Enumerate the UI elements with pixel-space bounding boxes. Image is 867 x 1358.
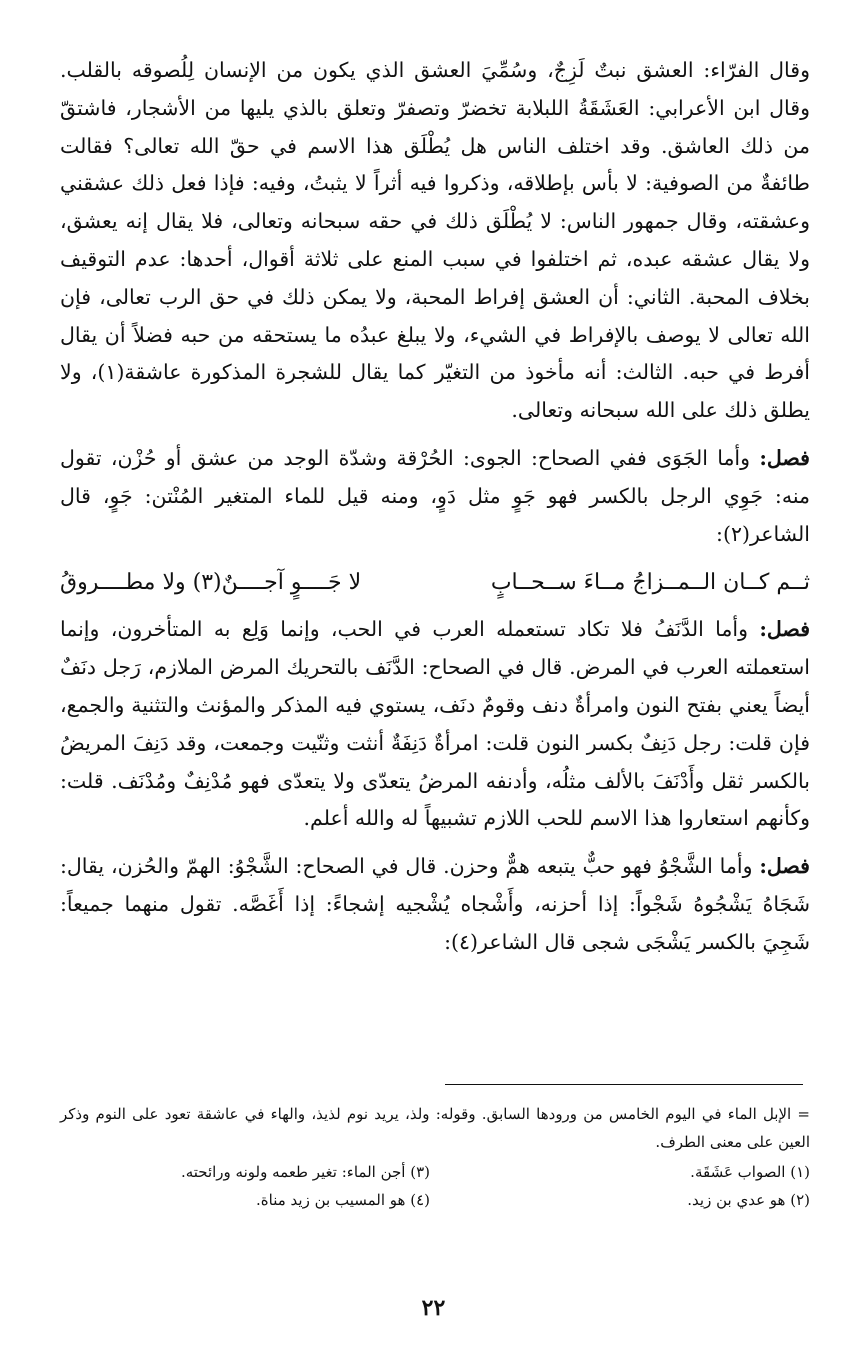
footnotes — [60, 1100, 810, 1214]
footnote-divider — [445, 1084, 803, 1085]
footnote-4: (٤) هو المسيب بن زيد مناة. — [256, 1191, 430, 1209]
section-lead: فصل: — [759, 617, 810, 642]
paragraph-text: وأما الجَوَى ففي الصحاح: الجوى: الحُرْقة وشدّة الوجد من عشق أو حُزْن، تقول منه: جَوِي الرجل بالكسر فهو جَوٍ مثل دَوٍ، ومنه قيل للماء المتغير المُنْتن: جَوٍ، قال الشاعر(٢): — [60, 445, 810, 546]
paragraph-text: وأما الدَّنَفُ فلا تكاد تستعمله العرب في الحب، وإنما وَلِع به المتأخرون، وإنما استعملته العرب في المرض. قال في الصحاح: الدَّنَف بالتحريك المرض الملازم، رَجل دنَفٌ أيضاً يعني بفتح النون وامرأةٌ دنف وقومٌ دنَف، يستوي فيه المذكر والمؤنث والتثنية والجمع، فإن قلت: رجل دَنِفٌ بكسر النون قلت: امرأةٌ دَنِفَةٌ أنثت وثنّيت وجمعت، وقد دَنِفَ المريضُ بالكسر ثقل وأَدْنَفَ بالألف مثلُه، وأدنفه المرضُ يتعدّى ولا يتعدّى فهو مُدْنِفٌ ومُدْنَف. قلت: وكأنهم استعاروا هذا الاسم للحب اللازم تشبيهاً له والله أعلم. — [60, 617, 810, 831]
paragraph-3 — [60, 611, 810, 838]
section-lead: فصل: — [759, 445, 810, 470]
footnote-3: (٣) أجن الماء: تغير طعمه ولونه ورائحته. — [180, 1163, 430, 1181]
section-lead: فصل: — [759, 854, 810, 879]
verse-second-hemistich: لا جَــــوٍ آجــــنٌ(٣) ولا مطــــروقُ — [60, 570, 362, 596]
paragraph-4 — [60, 848, 810, 961]
footnote-list — [60, 1158, 810, 1214]
paragraph-text: وأما الشَّجْوُ فهو حبٌّ يتبعه همٌّ وحزن. قال في الصحاح: الشَّجْوُ: الهمّ والحُزن، يقال: شَجَاهُ يَشْجُوهُ شَجْواً: إذا أحزنه، وأَشْجاه يُشْجيه إشجاءً: إذا أَغَصَّه. تقول منهما جميعاً: شَجِيَ بالكسر يَشْجَى شجى قال الشاعر(٤): — [60, 854, 810, 954]
poetry-verse — [60, 561, 810, 605]
paragraph-text: وقال الفرّاء: العشق نبتٌ لَزِجٌ، وسُمِّيَ العشق الذي يكون من الإنسان لِلُصوقه بالقلب. وقال ابن الأعرابي: العَشَقَةُ اللبلابة تخضرّ وتصفرّ وتعلق بالذي يليها من الأشجار، فاشتقّ من ذلك العاشق. وقد اختلف الناس هل يُطْلَق هذا الاسم في حقّ الله تعالى؟ فقالت طائفةٌ من الصوفية: لا بأس بإطلاقه، وذكروا فيه أثراً لا يثبتُ، وفيه: فإذا فعل ذلك عشقني وعشقته، وقال جمهور الناس: لا يُطْلَق ذلك في حقه سبحانه وتعالى، فلا يقال إنه يعشق، ولا يقال عشقه عبده، ثم اختلفوا في سبب المنع على ثلاثة أقوال، أحدها: عدم التوقيف بخلاف المحبة. الثاني: أن العشق إفراط المحبة، ولا يمكن ذلك في حق الرب تعالى، فإن الله تعالى لا يوصف بالإفراط في الشيء، ولا يبلغ عبدُه ما يستحقه من حبه فضلاً أن يقال أفرط في حبه. الثالث: أنه مأخوذ من التغيّر كما يقال للشجرة المذكورة عاشقة(١)، ولا يطلق ذلك على الله سبحانه وتعالى. — [60, 58, 810, 423]
page-number: ٢٢ — [421, 1295, 446, 1321]
verse-first-hemistich: ثــم كــان الــمــزاجُ مــاءَ ســحــابٍ — [490, 570, 810, 596]
paragraph-2 — [60, 440, 810, 553]
footnote-continuation: = الإبل الماء في اليوم الخامس من ورودها السابق. وقوله: ولذ، يريد نوم لذيذ، والهاء في عاشقة تعود على النوم وذكر العين على معنى الطرف. — [60, 1105, 810, 1151]
footnote-1: (١) الصواب عَشَقَة. — [690, 1163, 810, 1181]
page-body — [60, 52, 810, 962]
footnote-2: (٢) هو عدي بن زيد. — [687, 1191, 810, 1209]
paragraph-1 — [60, 52, 810, 430]
